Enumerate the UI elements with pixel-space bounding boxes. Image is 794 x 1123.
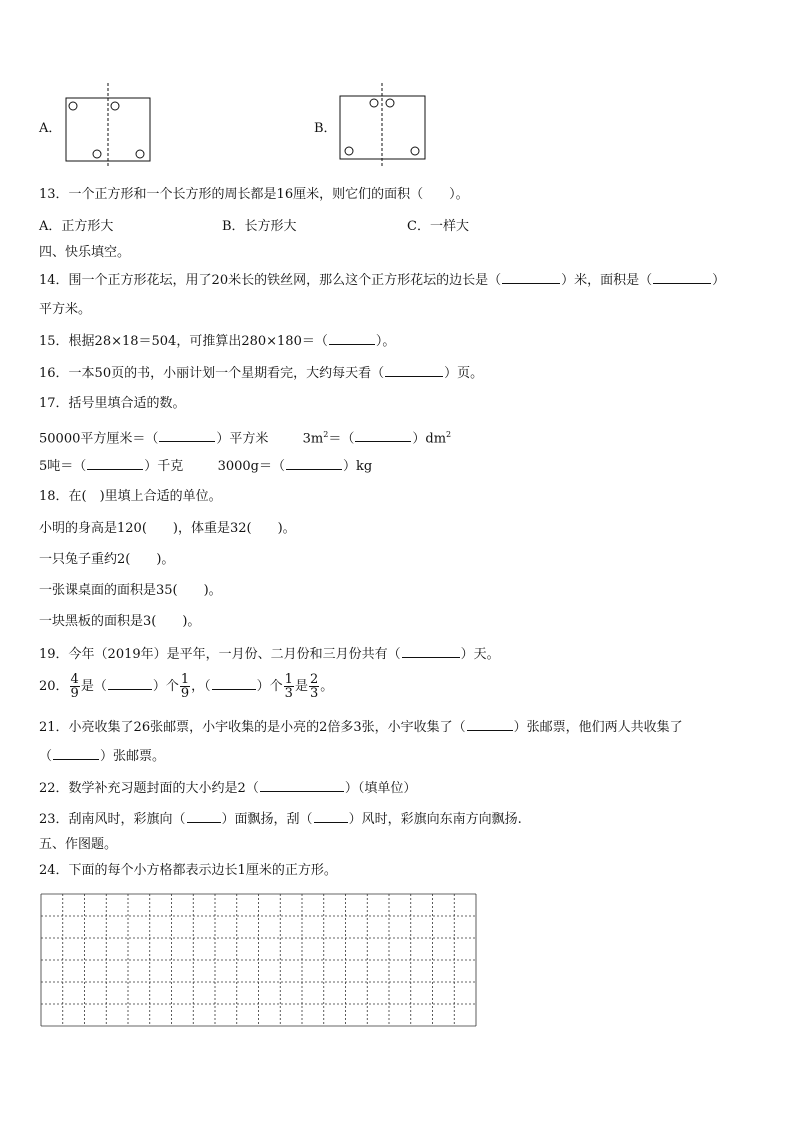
q17-blank-b[interactable]	[355, 429, 411, 442]
q18-line-3: 一张课桌面的面积是35( )。	[39, 583, 222, 598]
q21-line-2	[39, 747, 165, 766]
question-21	[39, 718, 683, 737]
question-17: 17．括号里填合适的数。	[39, 396, 186, 411]
q20-text-1: 是（	[80, 679, 107, 694]
q20-label: 20．	[39, 679, 69, 694]
q17-c-text-2: ）千克	[144, 459, 184, 474]
q17-blank-c[interactable]	[87, 457, 143, 470]
q16-text-1: 16．一本50页的书，小丽计划一个星期看完，大约每天看（	[39, 366, 385, 381]
q21-text-4: ）张邮票。	[100, 749, 166, 764]
q17-b-sup: 2	[323, 430, 329, 439]
q21-blank-1[interactable]	[467, 718, 513, 731]
q17-a-text-1: 50000平方厘米＝（	[39, 431, 159, 447]
q22-blank[interactable]	[260, 779, 344, 792]
q19-text-2: ）天。	[460, 647, 500, 662]
q22-text-2: ）（填单位）	[344, 781, 417, 796]
question-16	[39, 364, 483, 383]
figure-b	[338, 82, 428, 168]
q23-text-3: ）风时，彩旗向东南方向飘扬.	[348, 812, 522, 827]
q18-line-4: 一块黑板的面积是3( )。	[39, 614, 201, 629]
question-15	[39, 332, 395, 351]
square-grid[interactable]	[40, 893, 477, 1027]
q17-b-text-1: 3m	[302, 431, 324, 447]
q23-blank-2[interactable]	[314, 810, 348, 823]
option-b-label: B．	[314, 121, 337, 136]
q14-line-2: 平方米。	[39, 302, 92, 317]
q21-text-3: （	[39, 749, 53, 764]
q13-option-a: A．正方形大	[39, 219, 114, 234]
question-24: 24．下面的每个小方格都表示边长1厘米的正方形。	[39, 863, 337, 878]
q18-line-1: 小明的身高是120( )，体重是32( )。	[39, 521, 296, 536]
option-a-label: A．	[39, 121, 62, 136]
q15-text-2: ）。	[375, 334, 396, 349]
q14-text-3: ）	[712, 273, 726, 288]
q14-blank-2[interactable]	[653, 271, 711, 284]
question-20	[39, 672, 333, 702]
q19-text-1: 19．今年（2019年）是平年，一月份、二月份和三月份共有（	[39, 647, 401, 662]
question-23	[39, 810, 522, 829]
question-14	[39, 271, 725, 290]
section-five-heading: 五、作图题。	[39, 837, 118, 852]
question-13: 13．一个正方形和一个长方形的周长都是16厘米，则它们的面积（ ）。	[39, 187, 469, 202]
q20-blank-1[interactable]	[108, 677, 152, 690]
q17-blank-a[interactable]	[159, 429, 215, 442]
q20-fraction-1: $\frac{4}{9}$	[70, 672, 79, 701]
q16-blank[interactable]	[385, 364, 443, 377]
q17-row-2	[39, 457, 372, 476]
q20-text-3: ，（	[191, 679, 211, 694]
q17-row-1	[39, 426, 451, 448]
q15-text-1: 15．根据28×18＝504，可推算出280×180＝（	[39, 334, 328, 349]
q19-blank[interactable]	[402, 645, 460, 658]
q15-blank[interactable]	[329, 332, 375, 345]
figure-a	[64, 82, 154, 168]
q17-b-text-3: ）dm	[412, 431, 447, 447]
q17-b-text-2: ＝（	[328, 431, 355, 447]
q20-fraction-3: $\frac{1}{3}$	[284, 672, 293, 701]
q23-text-1: 23．刮南风时，彩旗向（	[39, 812, 186, 827]
q16-text-2: ）页。	[444, 366, 484, 381]
q14-text-2: ）米，面积是（	[561, 273, 653, 288]
question-19	[39, 645, 500, 664]
q17-a-text-2: ）平方米	[216, 431, 269, 447]
q17-d-text-1: 3000g＝（	[217, 459, 285, 474]
q17-b-sup-2: 2	[446, 430, 452, 439]
q13-option-c: C．一样大	[407, 219, 469, 234]
section-four-heading: 四、快乐填空。	[39, 245, 131, 260]
q17-c-text-1: 5吨＝（	[39, 459, 87, 474]
q20-text-5: 是	[294, 679, 308, 694]
q20-fraction-4: $\frac{2}{3}$	[309, 672, 319, 701]
q20-fraction-2: $\frac{1}{9}$	[180, 672, 190, 701]
q18-line-2: 一只兔子重约2( )。	[39, 552, 175, 567]
q20-text-2: ）个	[152, 679, 179, 694]
q21-text-1: 21．小亮收集了26张邮票，小宇收集的是小亮的2倍多3张，小宇收集了（	[39, 720, 466, 735]
q22-text-1: 22．数学补充习题封面的大小约是2（	[39, 781, 259, 796]
q13-option-b: B．长方形大	[222, 219, 297, 234]
q23-text-2: ）面飘扬，刮（	[221, 812, 313, 827]
q20-text-4: ）个	[256, 679, 283, 694]
q23-blank-1[interactable]	[187, 810, 221, 823]
q21-text-2: ）张邮票，他们两人共收集了	[513, 720, 683, 735]
q20-text-6: 。	[320, 679, 334, 694]
question-18: 18．在( )里填上合适的单位。	[39, 489, 222, 504]
question-22	[39, 779, 416, 798]
q14-text-1: 14．围一个正方形花坛，用了20米长的铁丝网，那么这个正方形花坛的边长是（	[39, 273, 502, 288]
q20-blank-2[interactable]	[212, 677, 256, 690]
q14-blank-1[interactable]	[502, 271, 560, 284]
q17-blank-d[interactable]	[286, 457, 342, 470]
q17-d-text-2: ）kg	[342, 459, 373, 474]
q21-blank-2[interactable]	[53, 747, 99, 760]
